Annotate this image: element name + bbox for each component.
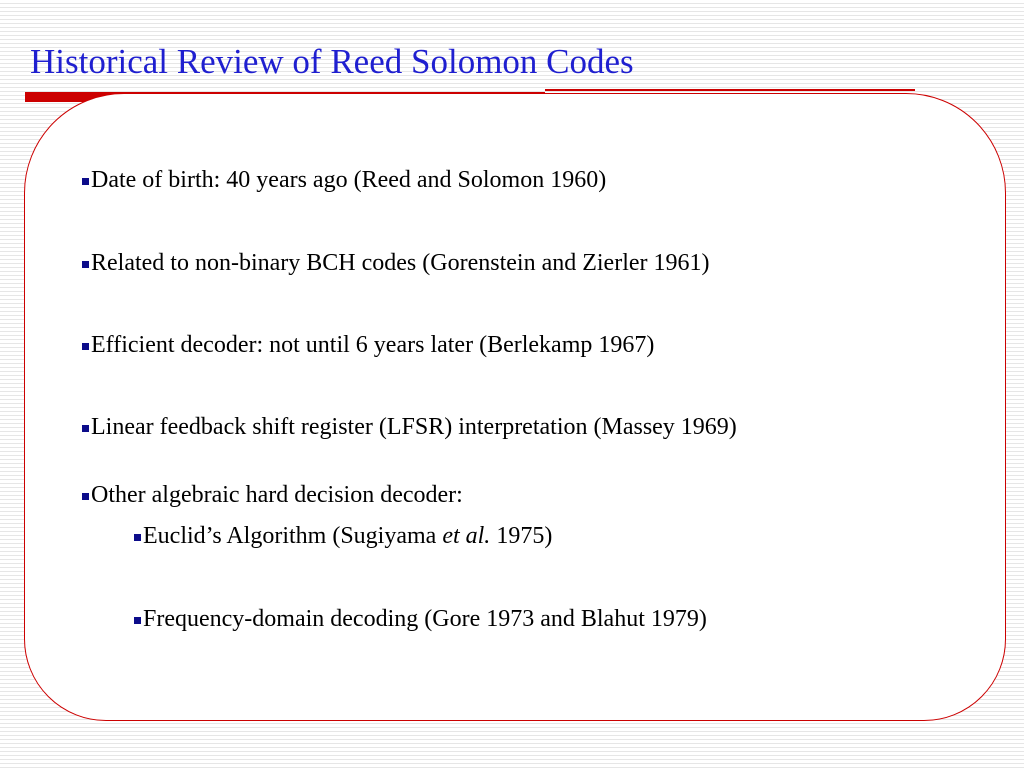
- square-bullet-icon: [82, 493, 89, 500]
- bullet-item: [82, 165, 606, 195]
- bullet-text: Date of birth: 40 years ago (Reed and Solomon 1960): [91, 167, 607, 193]
- bullet-text: Related to non-binary BCH codes (Gorenstein and Zierler 1961): [91, 250, 710, 276]
- sub-bullet-text: Frequency-domain decoding (Gore 1973 and Blahut 1979): [143, 606, 707, 632]
- bullet-item: [82, 412, 737, 442]
- bullet-item: [82, 330, 654, 360]
- sub-bullet-italic-text: et al.: [442, 523, 491, 549]
- bullet-text: Efficient decoder: not until 6 years later (Berlekamp 1967): [91, 332, 655, 358]
- square-bullet-icon: [82, 343, 89, 350]
- square-bullet-icon: [82, 178, 89, 185]
- slide-title: Historical Review of Reed Solomon Codes: [30, 42, 634, 81]
- title-underline-thin: [545, 89, 915, 91]
- sub-bullet-item: [134, 521, 552, 551]
- sub-bullet-item: [134, 604, 707, 634]
- square-bullet-icon: [82, 261, 89, 268]
- bullet-item: [82, 248, 710, 278]
- square-bullet-icon: [134, 617, 141, 624]
- sub-bullet-text: Euclid’s Algorithm (Sugiyama: [143, 523, 443, 549]
- bullet-item: [82, 480, 463, 510]
- bullet-text: Linear feedback shift register (LFSR) interpretation (Massey 1969): [91, 414, 737, 440]
- square-bullet-icon: [82, 425, 89, 432]
- bullet-text: Other algebraic hard decision decoder:: [91, 482, 463, 508]
- square-bullet-icon: [134, 534, 141, 541]
- sub-bullet-text-end: 1975): [490, 523, 553, 549]
